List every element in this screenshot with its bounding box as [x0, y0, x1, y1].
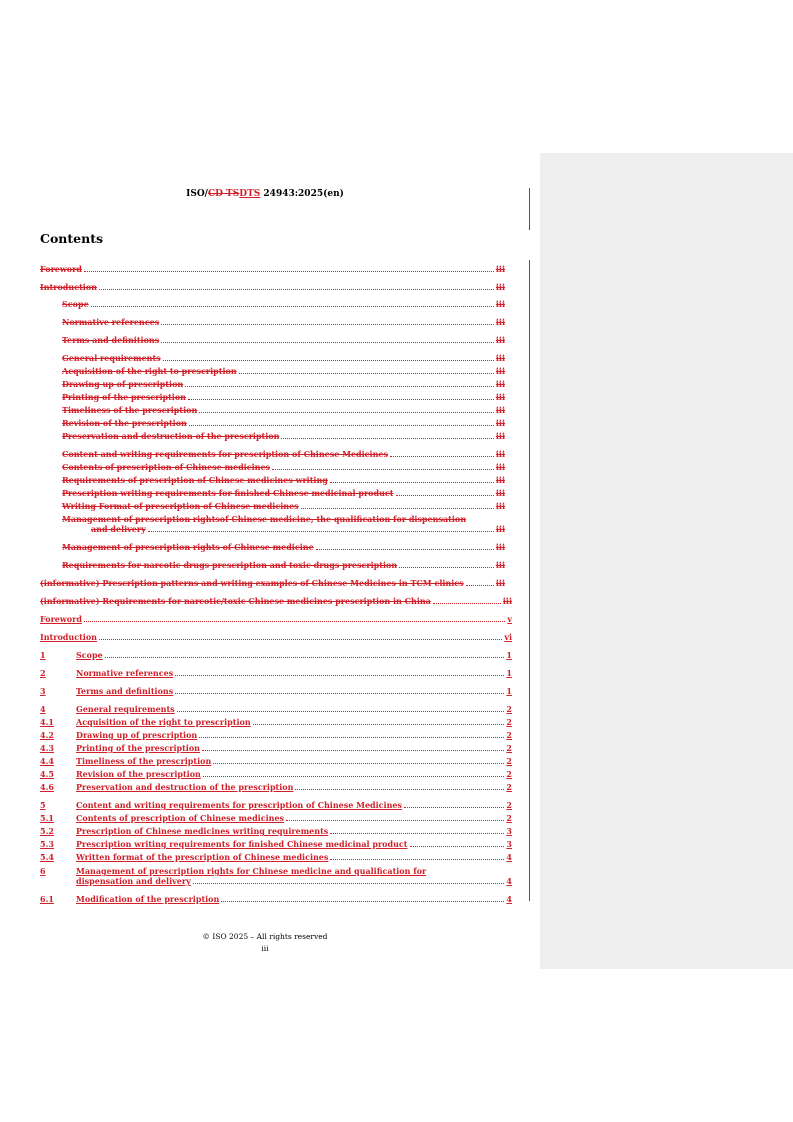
toc-leader-dots: [301, 508, 494, 509]
toc-entry-page: iii: [495, 475, 505, 485]
toc-entry-title: Drawing up of prescription: [76, 730, 198, 740]
toc-entry[interactable]: [40, 837, 512, 849]
toc-entry-number: 4.2: [40, 730, 54, 740]
toc-entry-number: 6.1: [40, 894, 54, 904]
toc-entry-title: Writing Format of prescription of Chinese medicines: [62, 501, 299, 511]
toc-entry[interactable]: [40, 684, 512, 696]
toc-leader-dots: [177, 711, 505, 712]
toc-entry-title: dispensation and delivery: [76, 876, 191, 886]
toc-entry-number: 2: [40, 668, 46, 678]
toc-leader-dots: [189, 425, 494, 426]
toc-leader-dots: [188, 399, 494, 400]
toc-entry-number: 5.3: [40, 839, 54, 849]
toc-entry-title: Prescription writing requirements for finished Chinese medicinal product: [62, 488, 394, 498]
toc-entry-page: iii: [495, 418, 505, 428]
toc-leader-dots: [84, 271, 494, 272]
toc-entry-number: 6: [40, 866, 46, 876]
toc-entry-page: iii: [495, 462, 505, 472]
toc-entry[interactable]: [40, 460, 505, 472]
toc-entry-page: 1: [506, 650, 512, 660]
toc-entry-page: 1: [506, 668, 512, 678]
toc-entry-title: Foreword: [40, 614, 82, 624]
toc-leader-dots: [286, 820, 504, 821]
toc-leader-dots: [330, 482, 494, 483]
toc-entry[interactable]: [40, 892, 512, 904]
toc-entry-title: Contents of prescription of Chinese medicines: [76, 813, 285, 823]
toc-leader-dots: [390, 456, 494, 457]
toc-leader-dots: [404, 807, 504, 808]
toc-leader-dots: [213, 763, 504, 764]
toc-entry-title: Requirements for narcotic drugs prescription and toxic drugs prescription: [62, 560, 398, 570]
toc-entry-title: Foreword: [40, 264, 82, 274]
toc-entry-page: 4: [506, 876, 512, 886]
toc-entry[interactable]: [40, 540, 505, 552]
toc-entry[interactable]: [40, 447, 505, 459]
toc-entry-page: iii: [495, 405, 505, 415]
toc-entry-title: Scope: [62, 299, 89, 309]
toc-entry-page: 2: [506, 800, 512, 810]
toc-entry-title: Management of prescription rights of Chinese medicine: [62, 542, 314, 552]
toc-entry-number: 5: [40, 800, 46, 810]
toc-leader-dots: [316, 549, 494, 550]
toc-leader-dots: [199, 412, 494, 413]
toc-entry[interactable]: [40, 666, 512, 678]
toc-entry-page: 3: [506, 839, 512, 849]
toc-leader-dots: [330, 833, 504, 834]
toc-entry-page: iii: [502, 596, 512, 606]
toc-entry-wrapped[interactable]: [40, 514, 505, 534]
footer-page-number: iii: [261, 944, 269, 953]
toc-entry[interactable]: [40, 297, 505, 309]
toc-entry-title: Revision of the prescription: [76, 769, 201, 779]
toc-entry-page: iii: [495, 488, 505, 498]
toc-entry-title: Introduction: [40, 282, 97, 292]
toc-entry[interactable]: [40, 648, 512, 660]
toc-entry-title: and delivery: [91, 524, 146, 534]
toc-entry[interactable]: [40, 780, 512, 792]
toc-entry-number: 5.1: [40, 813, 54, 823]
toc-leader-dots: [410, 846, 505, 847]
toc-leader-dots: [185, 386, 494, 387]
change-bar: [529, 260, 530, 901]
document-header: ISO/CD TSDTS 24943:2025(en): [186, 189, 344, 199]
toc-entry-title: Content and writing requirements for prescription of Chinese Medicines: [62, 449, 389, 459]
toc-leader-dots: [281, 438, 493, 439]
toc-entry-page: 2: [506, 782, 512, 792]
toc-entry-page: 2: [506, 704, 512, 714]
toc-entry-page: 1: [506, 686, 512, 696]
toc-entry[interactable]: [40, 351, 505, 363]
toc-entry-title: Printing of the prescription: [76, 743, 200, 753]
toc-entry-page: iii: [495, 282, 505, 292]
footer-copyright: © ISO 2025 – All rights reserved: [202, 932, 328, 941]
toc-entry-title: Preservation and destruction of the prescription: [76, 782, 294, 792]
toc-entry-title: Management of prescription rights for Chinese medicine and qualification for: [76, 866, 427, 876]
toc-entry-title: Content and writing requirements for prescription of Chinese Medicines: [76, 800, 403, 810]
toc-entry-title: Normative references: [62, 317, 160, 327]
toc-entry-number: 4.3: [40, 743, 54, 753]
contents-title: Contents: [40, 231, 104, 246]
toc-entry-page: vi: [504, 632, 512, 642]
toc-leader-dots: [203, 776, 505, 777]
toc-entry[interactable]: [40, 630, 512, 642]
toc-leader-dots: [161, 342, 494, 343]
toc-entry-title: Revision of the prescription: [62, 418, 187, 428]
toc-leader-dots: [161, 324, 494, 325]
toc-entry-title: (informative) Prescription patterns and writing examples of Chinese Medicines in TCM clinics: [40, 578, 464, 588]
toc-entry[interactable]: [40, 702, 512, 714]
toc-leader-dots: [221, 901, 504, 902]
toc-entry-page: iii: [495, 299, 505, 309]
header-inserted-text: DTS: [239, 189, 261, 199]
toc-leader-dots: [84, 621, 505, 622]
toc-entry-number: 4: [40, 704, 46, 714]
toc-leader-dots: [105, 657, 505, 658]
toc-entry-title: Terms and definitions: [76, 686, 174, 696]
toc-leader-dots: [399, 567, 494, 568]
toc-leader-dots: [175, 675, 504, 676]
toc-entry-number: 4.6: [40, 782, 54, 792]
toc-entry[interactable]: [40, 767, 512, 779]
toc-entry-page: iii: [495, 449, 505, 459]
toc-entry[interactable]: [40, 315, 505, 327]
toc-entry[interactable]: [40, 850, 512, 862]
toc-entry-title: Drawing up of prescription: [62, 379, 184, 389]
toc-entry-page: 2: [506, 730, 512, 740]
toc-entry[interactable]: [40, 728, 512, 740]
toc-entry-page: 2: [506, 756, 512, 766]
toc-entry[interactable]: [40, 558, 505, 570]
toc-entry-title-line1: [40, 866, 512, 876]
toc-entry-title: Timeliness of the prescription: [62, 405, 198, 415]
toc-entry-page: v: [507, 614, 512, 624]
toc-leader-dots: [272, 469, 494, 470]
toc-entry[interactable]: [40, 429, 505, 441]
toc-entry-page: iii: [495, 366, 505, 376]
toc-entry-title: Normative references: [76, 668, 174, 678]
toc-entry-wrapped[interactable]: [40, 866, 512, 886]
toc-entry[interactable]: [40, 824, 512, 836]
toc-entry[interactable]: [40, 390, 505, 402]
toc-entry-page: iii: [495, 264, 505, 274]
toc-leader-dots: [433, 603, 501, 604]
toc-entry-title: Timeliness of the prescription: [76, 756, 212, 766]
toc-entry[interactable]: [40, 715, 512, 727]
toc-entry-title: Terms and definitions: [62, 335, 160, 345]
toc-entry-title-line2: [40, 876, 512, 886]
toc-entry-page: 2: [506, 769, 512, 779]
toc-entry-page: 2: [506, 813, 512, 823]
toc-leader-dots: [239, 373, 494, 374]
toc-entry-page: 4: [506, 894, 512, 904]
toc-entry[interactable]: [40, 280, 505, 292]
toc-leader-dots: [253, 724, 505, 725]
toc-leader-dots: [193, 876, 505, 884]
toc-entry-title: Contents of prescription of Chinese medicines: [62, 462, 271, 472]
toc-entry-number: 5.2: [40, 826, 54, 836]
toc-entry-page: iii: [495, 431, 505, 441]
toc-entry[interactable]: [40, 473, 505, 485]
toc-entry-page: iii: [495, 578, 505, 588]
toc-entry-title: Introduction: [40, 632, 97, 642]
toc-entry-page: iii: [495, 379, 505, 389]
toc-entry-page: iii: [495, 501, 505, 511]
toc-entry-title-line2: [40, 524, 505, 534]
toc-entry-title: Requirements of prescription of Chinese medicines writing: [62, 475, 328, 485]
toc-entry-number: 4.5: [40, 769, 54, 779]
toc-entry-page: 2: [506, 743, 512, 753]
toc-entry[interactable]: [40, 377, 505, 389]
toc-entry[interactable]: [40, 741, 512, 753]
toc-entry-page: iii: [495, 317, 505, 327]
toc-entry-number: 4.4: [40, 756, 54, 766]
toc-entry-title: Prescription writing requirements for finished Chinese medicinal product: [76, 839, 408, 849]
toc-entry-page: iii: [495, 353, 505, 363]
toc-entry-page: iii: [495, 335, 505, 345]
toc-leader-dots: [466, 585, 494, 586]
toc-entry-number: 4.1: [40, 717, 54, 727]
toc-entry-title: General requirements: [76, 704, 175, 714]
toc-entry[interactable]: [40, 612, 512, 624]
toc-leader-dots: [202, 750, 504, 751]
toc-entry[interactable]: [40, 754, 512, 766]
toc-leader-dots: [199, 737, 504, 738]
toc-entry[interactable]: [40, 811, 512, 823]
toc-entry-title: Preservation and destruction of the prescription: [62, 431, 280, 441]
toc-entry-number: 5.4: [40, 852, 54, 862]
toc-leader-dots: [175, 693, 504, 694]
toc-leader-dots: [396, 495, 494, 496]
toc-entry-page: 3: [506, 826, 512, 836]
toc-entry[interactable]: [40, 403, 505, 415]
toc-leader-dots: [295, 789, 504, 790]
toc-entry-title: Printing of the prescription: [62, 392, 186, 402]
toc-leader-dots: [91, 306, 494, 307]
toc-entry[interactable]: [40, 576, 505, 588]
toc-leader-dots: [330, 859, 504, 860]
toc-leader-dots: [99, 639, 502, 640]
toc-entry[interactable]: [40, 364, 505, 376]
toc-entry-title: Acquisition of the right to prescription: [62, 366, 237, 376]
toc-entry-title: Written format of the prescription of Chinese medicines: [76, 852, 329, 862]
toc-entry[interactable]: [40, 798, 512, 810]
toc-leader-dots: [148, 524, 494, 532]
toc-entry-page: iii: [495, 542, 505, 552]
toc-leader-dots: [99, 289, 494, 290]
toc-entry-title: Prescription of Chinese medicines writing requirements: [76, 826, 329, 836]
toc-entry-title: (informative) Requirements for narcotic/toxic Chinese medicines prescription in China: [40, 596, 431, 606]
toc-entry[interactable]: [40, 486, 505, 498]
toc-entry[interactable]: [40, 499, 505, 511]
toc-entry-number: 3: [40, 686, 46, 696]
toc-entry[interactable]: [40, 416, 505, 428]
toc-entry-page: iii: [495, 560, 505, 570]
toc-entry-page: 4: [506, 852, 512, 862]
toc-entry-title: Scope: [76, 650, 103, 660]
toc-entry-title: General requirements: [62, 353, 161, 363]
toc-entry[interactable]: [40, 262, 505, 274]
toc-entry-page: 2: [506, 717, 512, 727]
header-deleted-text: CD TS: [207, 189, 240, 199]
toc-entry-number: 1: [40, 650, 46, 660]
toc-leader-dots: [163, 360, 494, 361]
toc-entry[interactable]: [40, 333, 505, 345]
toc-entry-title-line1: Management of prescription rightsof Chinese medicine, the qualification for dispensation: [62, 514, 467, 524]
comment-pane: [540, 153, 793, 969]
toc-entry-page: iii: [495, 392, 505, 402]
toc-entry-page: iii: [495, 524, 505, 534]
toc-entry-title: Modification of the prescription: [76, 894, 220, 904]
toc-entry-title: Acquisition of the right to prescription: [76, 717, 251, 727]
toc-entry[interactable]: [40, 594, 512, 606]
